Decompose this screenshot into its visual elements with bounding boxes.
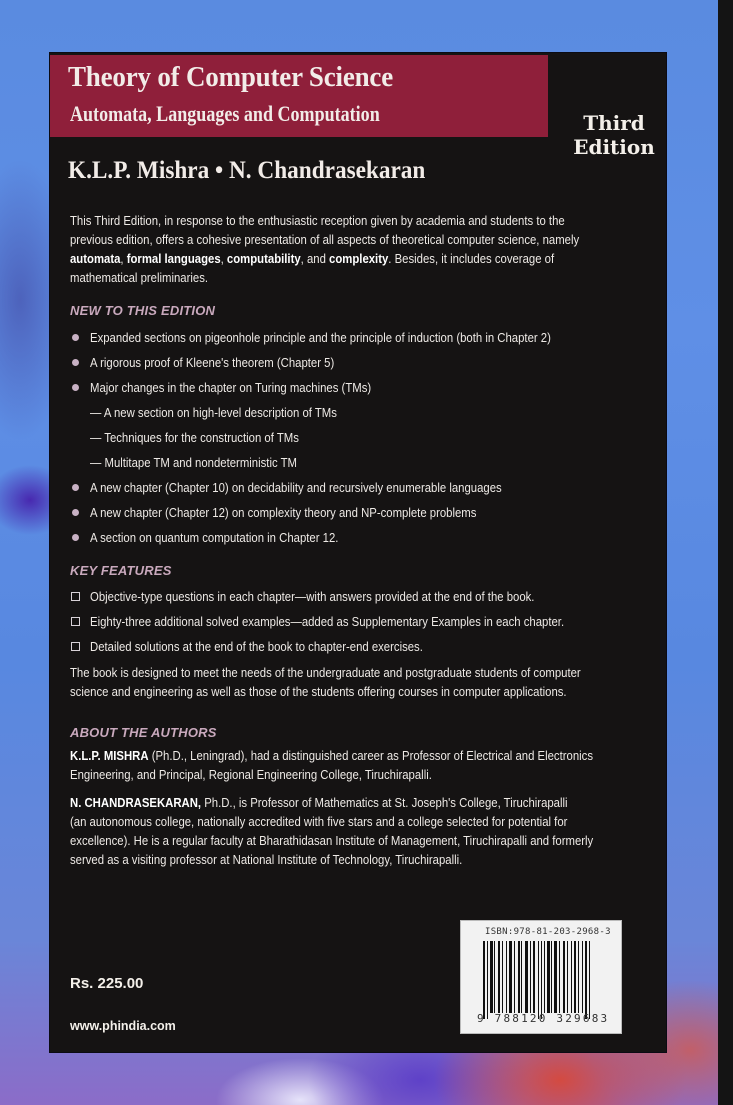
key-features-list — [70, 584, 660, 659]
book-subtitle: Automata, Languages and Computation — [70, 101, 380, 126]
author1-bio-line-2: Engineering, and Principal, Regional Engineering College, Tiruchirapalli. — [70, 767, 432, 782]
list-item-text: Major changes in the chapter on Turing machines (TMs) — [90, 380, 372, 395]
keyword-computability: computability — [226, 251, 301, 266]
list-item-text: — A new section on high-level description of TMs — [90, 405, 337, 420]
author2-bio-text: Ph.D., is Professor of Mathematics at St. Joseph's College, Tiruchirapalli — [201, 795, 568, 810]
author2-bio-line-4: served as a visiting professor at National Institute of Technology, Tiruchirapalli. — [70, 852, 463, 867]
barcode-bars — [483, 941, 615, 1013]
list-item — [70, 634, 660, 659]
section-heading-about-authors: ABOUT THE AUTHORS — [70, 725, 217, 740]
author1-bio-text: (Ph.D., Leningrad), had a distinguished career as Professor of Electrical and Electronics — [148, 748, 594, 763]
sub-list-item — [70, 400, 660, 425]
audience-line-2: science and engineering as well as those of the students offering courses in computer applications. — [70, 684, 567, 699]
checkbox-bullet-icon — [71, 592, 80, 601]
bullet-icon — [72, 484, 79, 491]
checkbox-bullet-icon — [71, 617, 80, 626]
list-item — [70, 584, 660, 609]
bullet-icon — [72, 509, 79, 516]
author2-bio-line-3: excellence). He is a regular faculty at Bharathidasan Institute of Management, Tiruchirapalli and formerly — [70, 833, 594, 848]
authors-line: K.L.P. Mishra • N. Chandrasekaran — [68, 157, 426, 184]
list-item — [70, 500, 660, 525]
list-item — [70, 350, 660, 375]
author2-bio-line-1 — [70, 793, 577, 812]
list-item-text: Eighty-three additional solved examples—added as Supplementary Examples in each chapter. — [90, 614, 565, 629]
title-banner — [50, 55, 548, 137]
bullet-icon — [72, 534, 79, 541]
author2-bio — [70, 793, 660, 869]
checkbox-bullet-icon — [71, 642, 80, 651]
keyword-formal-languages: formal languages — [126, 251, 221, 266]
keyword-complexity: complexity — [329, 251, 389, 266]
book-title: Theory of Computer Science — [68, 61, 394, 93]
book-spine — [718, 0, 733, 1105]
isbn-label: ISBN:978-81-203-2968-3 — [485, 927, 611, 937]
list-item — [70, 609, 660, 634]
intro-paragraph — [70, 211, 660, 287]
list-item-text: — Techniques for the construction of TMs — [90, 430, 299, 445]
bullet-icon — [72, 359, 79, 366]
back-cover-panel — [50, 53, 666, 1052]
intro-line-4: mathematical preliminaries. — [70, 270, 209, 285]
sub-list-item — [70, 450, 660, 475]
section-heading-key-features: KEY FEATURES — [70, 563, 172, 578]
separator: , and — [300, 251, 330, 266]
intro-line-3 — [70, 249, 577, 268]
bullet-icon — [72, 334, 79, 341]
audience-paragraph — [70, 663, 660, 701]
edition-label — [564, 111, 664, 159]
list-item — [70, 325, 660, 350]
list-item-text: Detailed solutions at the end of the book to chapter-end exercises. — [90, 639, 423, 654]
separator: , — [220, 251, 227, 266]
keyword-automata: automata — [70, 251, 121, 266]
intro-line-2: previous edition, offers a cohesive presentation of all aspects of theoretical computer science, namely — [70, 232, 580, 247]
list-item-text: A new chapter (Chapter 12) on complexity theory and NP-complete problems — [90, 505, 477, 520]
price: Rs. 225.00 — [70, 975, 144, 992]
author2-bio-line-2: (an autonomous college, nationally accredited with five stars and a college selected for potential for — [70, 814, 568, 829]
new-edition-list — [70, 325, 660, 550]
bullet-icon — [72, 384, 79, 391]
list-item — [70, 525, 660, 550]
author1-name: K.L.P. MISHRA — [70, 748, 149, 763]
author1-bio — [70, 746, 660, 784]
list-item-text: A rigorous proof of Kleene's theorem (Chapter 5) — [90, 355, 335, 370]
list-item-text: A new chapter (Chapter 10) on decidability and recursively enumerable languages — [90, 480, 502, 495]
section-heading-new-edition: NEW TO THIS EDITION — [70, 303, 216, 318]
list-item — [70, 375, 660, 400]
edition-label-line1: Third — [583, 111, 645, 135]
isbn-barcode — [460, 920, 622, 1034]
list-item — [70, 475, 660, 500]
list-item-text: Expanded sections on pigeonhole principle and the principle of induction (both in Chapter 2) — [90, 330, 551, 345]
author2-name: N. CHANDRASEKARAN, — [70, 795, 202, 810]
list-item-text: Objective-type questions in each chapter—with answers provided at the end of the book. — [90, 589, 535, 604]
publisher-website: www.phindia.com — [70, 1019, 176, 1033]
list-item-text: A section on quantum computation in Chapter 12. — [90, 530, 339, 545]
separator: , — [120, 251, 127, 266]
sub-list-item — [70, 425, 660, 450]
edition-label-line2: Edition — [573, 135, 655, 159]
audience-line-1: The book is designed to meet the needs of the undergraduate and postgraduate students of computer — [70, 665, 581, 680]
author1-bio-line-1 — [70, 746, 594, 765]
intro-line-1: This Third Edition, in response to the enthusiastic reception given by academia and students to the — [70, 213, 565, 228]
intro-line-3-tail: . Besides, it includes coverage of — [388, 251, 555, 266]
barcode-digits: 9 788120 329683 — [477, 1012, 610, 1025]
list-item-text: — Multitape TM and nondeterministic TM — [90, 455, 297, 470]
